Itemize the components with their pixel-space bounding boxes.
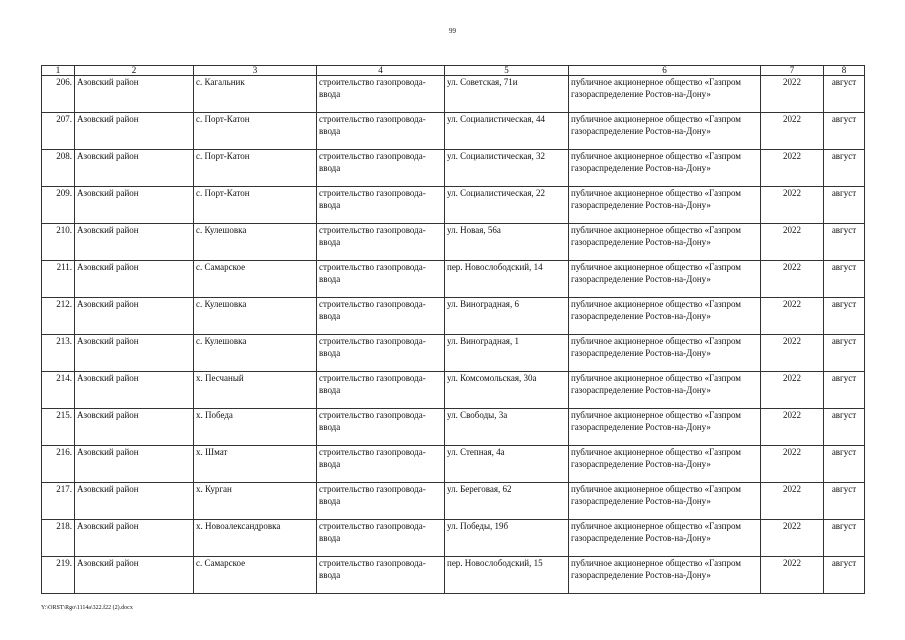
year-cell: 2022 xyxy=(761,113,824,150)
work-type-cell: строительство газопровода-ввода xyxy=(317,372,445,409)
row-number-cell: 215. xyxy=(42,409,75,446)
table-row xyxy=(42,113,865,150)
organization-cell: публичное акционерное общество «Газпром газораспределение Ростов-на-Дону» xyxy=(569,446,761,483)
district-cell: Азовский район xyxy=(75,520,194,557)
district-cell: Азовский район xyxy=(75,76,194,113)
work-type-cell: строительство газопровода-ввода xyxy=(317,76,445,113)
table-row xyxy=(42,261,865,298)
year-cell: 2022 xyxy=(761,409,824,446)
month-cell: август xyxy=(824,76,865,113)
month-cell: август xyxy=(824,372,865,409)
work-type-cell: строительство газопровода-ввода xyxy=(317,150,445,187)
month-cell: август xyxy=(824,261,865,298)
work-type-cell: строительство газопровода-ввода xyxy=(317,224,445,261)
year-cell: 2022 xyxy=(761,520,824,557)
work-type-cell: строительство газопровода-ввода xyxy=(317,409,445,446)
district-cell: Азовский район xyxy=(75,557,194,594)
row-number-cell: 216. xyxy=(42,446,75,483)
table-row xyxy=(42,557,865,594)
year-cell: 2022 xyxy=(761,150,824,187)
address-cell: ул. Свободы, 3а xyxy=(445,409,569,446)
year-cell: 2022 xyxy=(761,224,824,261)
table-row xyxy=(42,372,865,409)
work-type-cell: строительство газопровода-ввода xyxy=(317,187,445,224)
column-header: 6 xyxy=(569,66,761,76)
column-header: 1 xyxy=(42,66,75,76)
row-number-cell: 212. xyxy=(42,298,75,335)
settlement-cell: х. Шмат xyxy=(194,446,317,483)
settlement-cell: с. Кулешовка xyxy=(194,298,317,335)
table-row xyxy=(42,298,865,335)
year-cell: 2022 xyxy=(761,372,824,409)
table-row xyxy=(42,150,865,187)
organization-cell: публичное акционерное общество «Газпром газораспределение Ростов-на-Дону» xyxy=(569,409,761,446)
column-header: 5 xyxy=(445,66,569,76)
organization-cell: публичное акционерное общество «Газпром газораспределение Ростов-на-Дону» xyxy=(569,557,761,594)
page-number: 99 xyxy=(449,27,456,35)
month-cell: август xyxy=(824,298,865,335)
month-cell: август xyxy=(824,520,865,557)
row-number-cell: 207. xyxy=(42,113,75,150)
table-row xyxy=(42,409,865,446)
organization-cell: публичное акционерное общество «Газпром газораспределение Ростов-на-Дону» xyxy=(569,298,761,335)
row-number-cell: 210. xyxy=(42,224,75,261)
address-cell: ул. Виноградная, 6 xyxy=(445,298,569,335)
work-type-cell: строительство газопровода-ввода xyxy=(317,557,445,594)
organization-cell: публичное акционерное общество «Газпром газораспределение Ростов-на-Дону» xyxy=(569,520,761,557)
work-type-cell: строительство газопровода-ввода xyxy=(317,261,445,298)
year-cell: 2022 xyxy=(761,335,824,372)
settlement-cell: с. Самарское xyxy=(194,261,317,298)
address-cell: ул. Социалистическая, 22 xyxy=(445,187,569,224)
district-cell: Азовский район xyxy=(75,409,194,446)
year-cell: 2022 xyxy=(761,483,824,520)
row-number-cell: 206. xyxy=(42,76,75,113)
year-cell: 2022 xyxy=(761,261,824,298)
work-type-cell: строительство газопровода-ввода xyxy=(317,483,445,520)
table-row xyxy=(42,76,865,113)
table-row xyxy=(42,224,865,261)
district-cell: Азовский район xyxy=(75,335,194,372)
organization-cell: публичное акционерное общество «Газпром газораспределение Ростов-на-Дону» xyxy=(569,76,761,113)
address-cell: ул. Береговая, 62 xyxy=(445,483,569,520)
column-header: 8 xyxy=(824,66,865,76)
row-number-cell: 219. xyxy=(42,557,75,594)
column-header: 4 xyxy=(317,66,445,76)
row-number-cell: 217. xyxy=(42,483,75,520)
district-cell: Азовский район xyxy=(75,483,194,520)
month-cell: август xyxy=(824,150,865,187)
month-cell: август xyxy=(824,187,865,224)
settlement-cell: х. Новоалександровка xyxy=(194,520,317,557)
address-cell: пер. Новослободский, 14 xyxy=(445,261,569,298)
settlement-cell: х. Победа xyxy=(194,409,317,446)
address-cell: ул. Социалистическая, 32 xyxy=(445,150,569,187)
settlement-cell: с. Порт-Катон xyxy=(194,187,317,224)
table-row xyxy=(42,446,865,483)
organization-cell: публичное акционерное общество «Газпром газораспределение Ростов-на-Дону» xyxy=(569,335,761,372)
table-row xyxy=(42,335,865,372)
address-cell: ул. Виноградная, 1 xyxy=(445,335,569,372)
address-cell: ул. Степная, 4а xyxy=(445,446,569,483)
table-row xyxy=(42,187,865,224)
month-cell: август xyxy=(824,113,865,150)
month-cell: август xyxy=(824,446,865,483)
column-header: 3 xyxy=(194,66,317,76)
year-cell: 2022 xyxy=(761,557,824,594)
settlement-cell: с. Кулешовка xyxy=(194,224,317,261)
organization-cell: публичное акционерное общество «Газпром газораспределение Ростов-на-Дону» xyxy=(569,150,761,187)
month-cell: август xyxy=(824,224,865,261)
organization-cell: публичное акционерное общество «Газпром газораспределение Ростов-на-Дону» xyxy=(569,187,761,224)
row-number-cell: 209. xyxy=(42,187,75,224)
table-row xyxy=(42,483,865,520)
district-cell: Азовский район xyxy=(75,150,194,187)
month-cell: август xyxy=(824,557,865,594)
month-cell: август xyxy=(824,409,865,446)
organization-cell: публичное акционерное общество «Газпром газораспределение Ростов-на-Дону» xyxy=(569,113,761,150)
settlement-cell: с. Кагальник xyxy=(194,76,317,113)
settlement-cell: с. Порт-Катон xyxy=(194,113,317,150)
organization-cell: публичное акционерное общество «Газпром газораспределение Ростов-на-Дону» xyxy=(569,261,761,298)
year-cell: 2022 xyxy=(761,298,824,335)
work-type-cell: строительство газопровода-ввода xyxy=(317,113,445,150)
row-number-cell: 214. xyxy=(42,372,75,409)
address-cell: пер. Новослободский, 15 xyxy=(445,557,569,594)
row-number-cell: 213. xyxy=(42,335,75,372)
column-number-row xyxy=(42,66,865,76)
table-row xyxy=(42,520,865,557)
district-cell: Азовский район xyxy=(75,113,194,150)
settlement-cell: с. Порт-Катон xyxy=(194,150,317,187)
column-header: 2 xyxy=(75,66,194,76)
address-cell: ул. Победы, 19б xyxy=(445,520,569,557)
address-cell: ул. Новая, 56а xyxy=(445,224,569,261)
organization-cell: публичное акционерное общество «Газпром газораспределение Ростов-на-Дону» xyxy=(569,372,761,409)
row-number-cell: 218. xyxy=(42,520,75,557)
district-cell: Азовский район xyxy=(75,446,194,483)
works-table xyxy=(41,65,865,594)
address-cell: ул. Комсомольская, 30а xyxy=(445,372,569,409)
district-cell: Азовский район xyxy=(75,298,194,335)
address-cell: ул. Советская, 71и xyxy=(445,76,569,113)
work-type-cell: строительство газопровода-ввода xyxy=(317,298,445,335)
district-cell: Азовский район xyxy=(75,187,194,224)
settlement-cell: х. Курган xyxy=(194,483,317,520)
settlement-cell: х. Песчаный xyxy=(194,372,317,409)
work-type-cell: строительство газопровода-ввода xyxy=(317,446,445,483)
organization-cell: публичное акционерное общество «Газпром газораспределение Ростов-на-Дону» xyxy=(569,483,761,520)
work-type-cell: строительство газопровода-ввода xyxy=(317,520,445,557)
row-number-cell: 208. xyxy=(42,150,75,187)
year-cell: 2022 xyxy=(761,446,824,483)
organization-cell: публичное акционерное общество «Газпром газораспределение Ростов-на-Дону» xyxy=(569,224,761,261)
year-cell: 2022 xyxy=(761,187,824,224)
district-cell: Азовский район xyxy=(75,224,194,261)
address-cell: ул. Социалистическая, 44 xyxy=(445,113,569,150)
settlement-cell: с. Кулешовка xyxy=(194,335,317,372)
work-type-cell: строительство газопровода-ввода xyxy=(317,335,445,372)
district-cell: Азовский район xyxy=(75,261,194,298)
column-header: 7 xyxy=(761,66,824,76)
month-cell: август xyxy=(824,483,865,520)
district-cell: Азовский район xyxy=(75,372,194,409)
settlement-cell: с. Самарское xyxy=(194,557,317,594)
row-number-cell: 211. xyxy=(42,261,75,298)
month-cell: август xyxy=(824,335,865,372)
year-cell: 2022 xyxy=(761,76,824,113)
file-path-footer: Y:\ORST\Rgo\1114a\322.f22 (2).docx xyxy=(41,605,133,611)
